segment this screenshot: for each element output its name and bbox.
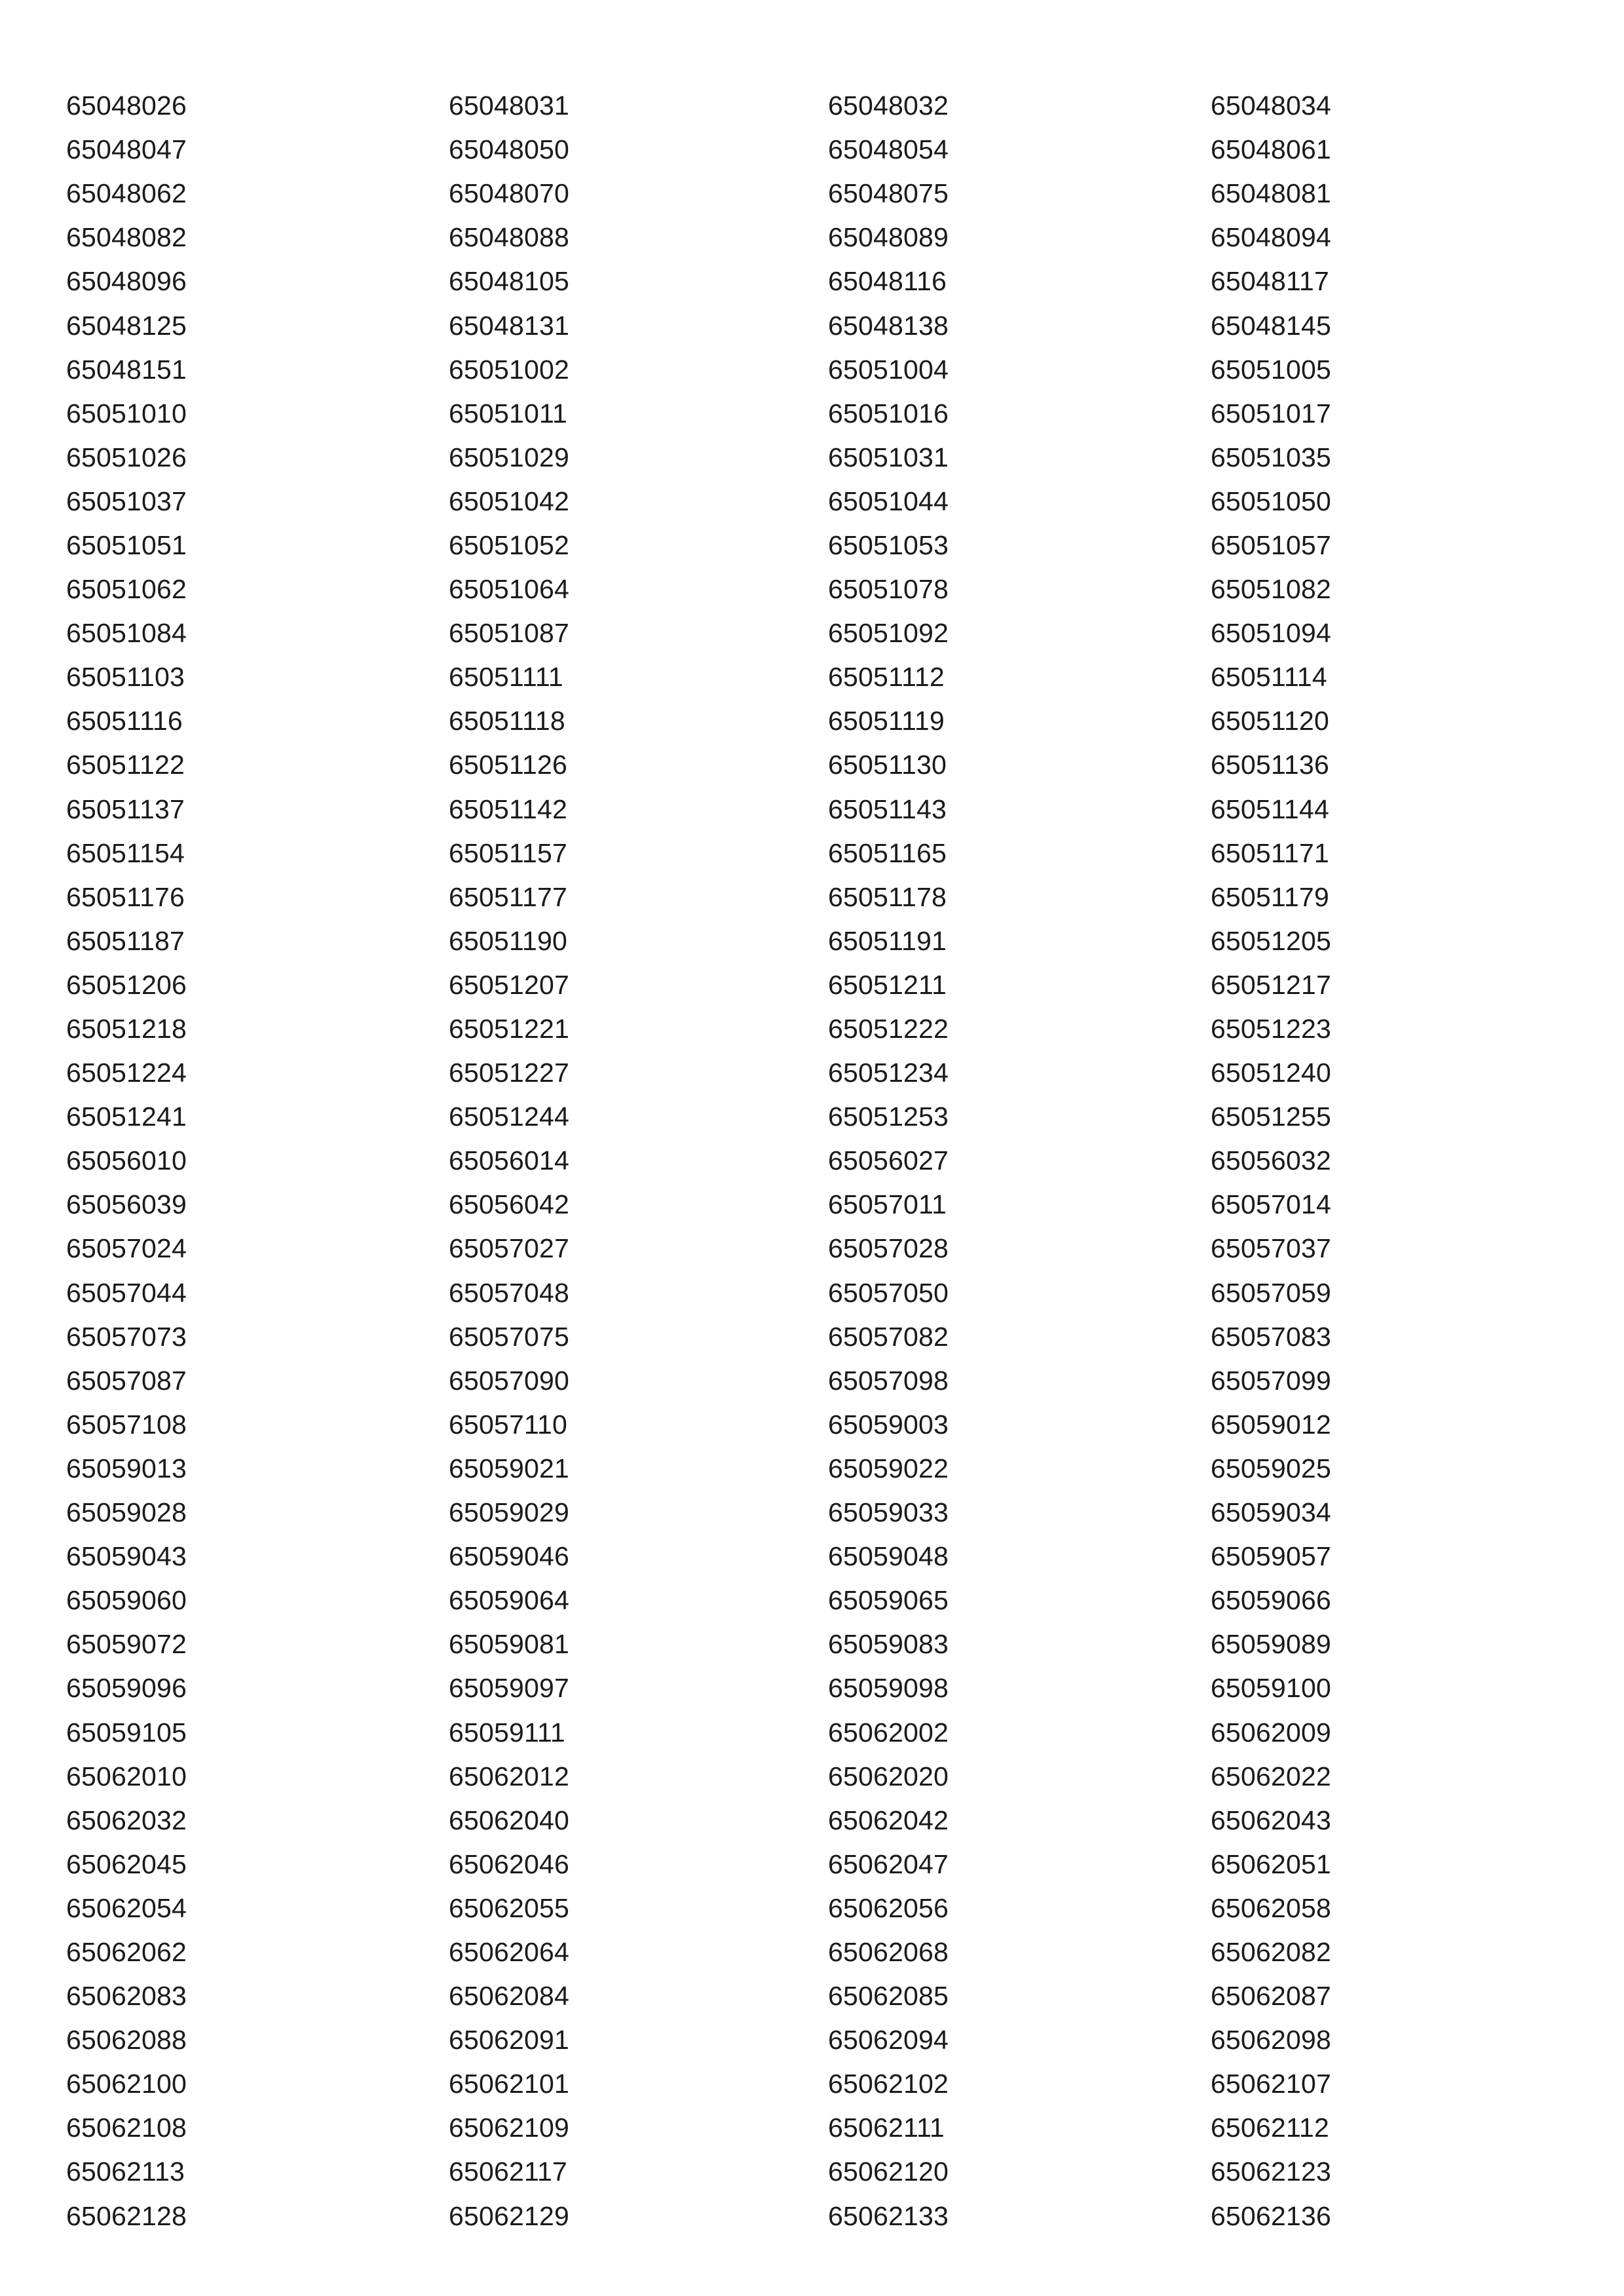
number-cell: 65051092 <box>828 618 949 649</box>
number-cell: 65051111 <box>449 662 563 693</box>
number-cell: 65048096 <box>66 266 187 297</box>
number-cell: 65059066 <box>1211 1585 1332 1616</box>
number-cell: 65051122 <box>66 750 185 780</box>
table-row <box>66 788 1573 832</box>
number-cell: 65059096 <box>66 1673 187 1704</box>
table-row <box>66 1799 1573 1843</box>
number-cell: 65051031 <box>828 442 949 472</box>
number-cell: 65056032 <box>1211 1145 1332 1176</box>
number-cell: 65062062 <box>66 1936 187 1967</box>
number-cell: 65057044 <box>66 1277 187 1308</box>
number-cell: 65048026 <box>66 90 187 121</box>
number-cell: 65062117 <box>449 2156 567 2187</box>
number-cell: 65048125 <box>66 310 187 341</box>
number-cell: 65051050 <box>1211 486 1332 516</box>
number-cell: 65051011 <box>449 398 567 429</box>
table-row <box>66 832 1573 875</box>
number-cell: 65062055 <box>449 1892 570 1923</box>
number-cell: 65051016 <box>828 398 949 429</box>
number-cell: 65051187 <box>66 925 185 956</box>
number-cell: 65059021 <box>449 1453 570 1483</box>
number-cell: 65057075 <box>449 1321 570 1352</box>
number-cell: 65059111 <box>449 1717 565 1748</box>
table-row <box>66 1315 1573 1359</box>
number-cell: 65051064 <box>449 574 570 605</box>
number-cell: 65057037 <box>1211 1233 1332 1264</box>
number-cell: 65062107 <box>1211 2069 1332 2099</box>
number-cell: 65056039 <box>66 1189 187 1220</box>
number-cell: 65062009 <box>1211 1717 1332 1748</box>
number-cell: 65051144 <box>1211 794 1329 824</box>
table-row <box>66 2062 1573 2106</box>
number-cell: 65051042 <box>449 486 570 516</box>
number-cell: 65051044 <box>828 486 949 516</box>
number-cell: 65051026 <box>66 442 187 472</box>
number-cell: 65059065 <box>828 1585 949 1616</box>
number-cell: 65057050 <box>828 1277 949 1308</box>
number-cell: 65051221 <box>449 1014 570 1044</box>
number-cell: 65051035 <box>1211 442 1332 472</box>
number-cell: 65062120 <box>828 2156 949 2187</box>
number-cell: 65062002 <box>828 1717 949 1748</box>
number-cell: 65051207 <box>449 969 570 1000</box>
number-cell: 65051143 <box>828 794 947 824</box>
number-cell: 65059046 <box>449 1541 570 1572</box>
number-cell: 65062088 <box>66 2025 187 2056</box>
number-cell: 65059028 <box>66 1497 187 1528</box>
number-cell: 65051053 <box>828 529 949 560</box>
number-cell: 65062043 <box>1211 1805 1332 1835</box>
number-cell: 65062100 <box>66 2069 187 2099</box>
number-cell: 65048034 <box>1211 90 1332 121</box>
table-row <box>66 259 1573 303</box>
table-row <box>66 480 1573 524</box>
table-row <box>66 963 1573 1007</box>
number-cell: 65057099 <box>1211 1365 1332 1396</box>
number-cell: 65056042 <box>449 1189 570 1220</box>
number-cell: 65062020 <box>828 1761 949 1791</box>
table-row <box>66 2106 1573 2150</box>
number-cell: 65051094 <box>1211 618 1332 649</box>
number-cell: 65057087 <box>66 1365 187 1396</box>
number-cell: 65059072 <box>66 1629 187 1660</box>
number-cell: 65048061 <box>1211 134 1332 165</box>
number-cell: 65057090 <box>449 1365 570 1396</box>
number-cell: 65051205 <box>1211 925 1332 956</box>
number-cell: 65062082 <box>1211 1936 1332 1967</box>
number-cell: 65056027 <box>828 1145 949 1176</box>
number-cell: 65048062 <box>66 178 187 209</box>
number-cell: 65051241 <box>66 1101 187 1132</box>
table-row <box>66 1359 1573 1403</box>
number-cell: 65057027 <box>449 1233 570 1264</box>
table-row <box>66 1095 1573 1139</box>
number-cell: 65051029 <box>449 442 570 472</box>
number-cell: 65062128 <box>66 2200 187 2231</box>
number-cell: 65059029 <box>449 1497 570 1528</box>
number-cell: 65059013 <box>66 1453 187 1483</box>
table-row <box>66 303 1573 347</box>
number-cell: 65051165 <box>828 837 947 868</box>
number-cell: 65057011 <box>828 1189 947 1220</box>
table-row <box>66 1535 1573 1578</box>
number-cell: 65059033 <box>828 1497 949 1528</box>
number-cell: 65051082 <box>1211 574 1332 605</box>
table-row <box>66 1007 1573 1051</box>
number-cell: 65048089 <box>828 222 949 253</box>
number-cell: 65057073 <box>66 1321 187 1352</box>
number-cell: 65051084 <box>66 618 187 649</box>
number-cell: 65062091 <box>449 2025 570 2056</box>
number-cell: 65051190 <box>449 925 567 956</box>
number-cell: 65048032 <box>828 90 949 121</box>
table-row <box>66 1051 1573 1095</box>
number-cell: 65059083 <box>828 1629 949 1660</box>
table-row <box>66 611 1573 655</box>
number-cell: 65059048 <box>828 1541 949 1572</box>
number-cell: 65051191 <box>828 925 947 956</box>
number-cell: 65051218 <box>66 1014 187 1044</box>
number-cell: 65048081 <box>1211 178 1332 209</box>
number-cell: 65051062 <box>66 574 187 605</box>
table-row <box>66 1843 1573 1886</box>
number-cell: 65051255 <box>1211 1101 1332 1132</box>
table-row <box>66 1622 1573 1666</box>
number-cell: 65062085 <box>828 1981 949 2012</box>
number-cell: 65062112 <box>1211 2113 1329 2143</box>
number-cell: 65062113 <box>66 2156 185 2187</box>
number-cell: 65051217 <box>1211 969 1332 1000</box>
number-cell: 65059043 <box>66 1541 187 1572</box>
number-cell: 65051223 <box>1211 1014 1332 1044</box>
table-row <box>66 2194 1573 2238</box>
number-cell: 65062032 <box>66 1805 187 1835</box>
table-row <box>66 567 1573 611</box>
number-cell: 65062012 <box>449 1761 570 1791</box>
number-cell: 65051052 <box>449 529 570 560</box>
table-row <box>66 1227 1573 1271</box>
table-row <box>66 172 1573 216</box>
table-row <box>66 436 1573 480</box>
table-row <box>66 1447 1573 1491</box>
number-cell: 65056010 <box>66 1145 187 1176</box>
number-cell: 65062046 <box>449 1848 570 1879</box>
number-cell: 65057082 <box>828 1321 949 1352</box>
number-cell: 65051120 <box>1211 706 1329 737</box>
number-cell: 65062108 <box>66 2113 187 2143</box>
number-cell: 65062084 <box>449 1981 570 2012</box>
number-cell: 65051057 <box>1211 529 1332 560</box>
number-cell: 65048082 <box>66 222 187 253</box>
number-cell: 65062129 <box>449 2200 570 2231</box>
number-cell: 65051114 <box>1211 662 1327 693</box>
number-cell: 65048151 <box>66 354 187 385</box>
number-cell: 65059105 <box>66 1717 187 1748</box>
number-cell: 65051224 <box>66 1058 187 1088</box>
number-cell: 65059003 <box>828 1409 949 1440</box>
number-cell: 65062058 <box>1211 1892 1332 1923</box>
number-cell: 65051116 <box>66 706 183 737</box>
number-cell: 65051130 <box>828 750 947 780</box>
number-cell: 65062136 <box>1211 2200 1332 2231</box>
number-cell: 65051176 <box>66 881 185 912</box>
number-cell: 65062109 <box>449 2113 570 2143</box>
table-row <box>66 875 1573 919</box>
table-row <box>66 1886 1573 1930</box>
number-cell: 65057048 <box>449 1277 570 1308</box>
number-cell: 65057098 <box>828 1365 949 1396</box>
table-row <box>66 743 1573 787</box>
table-row <box>66 1183 1573 1227</box>
number-cell: 65057059 <box>1211 1277 1332 1308</box>
number-cell: 65048075 <box>828 178 949 209</box>
table-row <box>66 699 1573 743</box>
number-cell: 65062054 <box>66 1892 187 1923</box>
number-cell: 65059081 <box>449 1629 570 1660</box>
number-cell: 65062051 <box>1211 1848 1332 1879</box>
number-cell: 65051112 <box>828 662 945 693</box>
number-cell: 65059057 <box>1211 1541 1332 1572</box>
number-cell: 65062123 <box>1211 2156 1332 2187</box>
number-cell: 65057028 <box>828 1233 949 1264</box>
number-cell: 65062047 <box>828 1848 949 1879</box>
number-cell: 65051005 <box>1211 354 1332 385</box>
number-cell: 65048050 <box>449 134 570 165</box>
number-cell: 65062102 <box>828 2069 949 2099</box>
number-cell: 65048094 <box>1211 222 1332 253</box>
table-row <box>66 128 1573 172</box>
number-cell: 65057083 <box>1211 1321 1332 1352</box>
number-cell: 65051178 <box>828 881 947 912</box>
number-cell: 65051227 <box>449 1058 570 1088</box>
table-row <box>66 1974 1573 2018</box>
number-cell: 65048117 <box>1211 266 1329 297</box>
number-cell: 65062068 <box>828 1936 949 1967</box>
number-cell: 65051118 <box>449 706 565 737</box>
number-cell: 65062087 <box>1211 1981 1332 2012</box>
number-cell: 65062022 <box>1211 1761 1332 1791</box>
number-cell: 65051126 <box>449 750 567 780</box>
number-cell: 65051240 <box>1211 1058 1332 1088</box>
number-cell: 65051177 <box>449 881 567 912</box>
number-cell: 65051087 <box>449 618 570 649</box>
number-cell: 65062042 <box>828 1805 949 1835</box>
table-row <box>66 1139 1573 1183</box>
number-cell: 65059100 <box>1211 1673 1332 1704</box>
number-cell: 65048145 <box>1211 310 1332 341</box>
number-cell: 65048031 <box>449 90 570 121</box>
number-cell: 65062098 <box>1211 2025 1332 2056</box>
number-cell: 65059022 <box>828 1453 949 1483</box>
table-row <box>66 524 1573 567</box>
number-cell: 65051017 <box>1211 398 1332 429</box>
number-cell: 65062045 <box>66 1848 187 1879</box>
table-row <box>66 1491 1573 1535</box>
table-row <box>66 216 1573 259</box>
number-cell: 65062040 <box>449 1805 570 1835</box>
number-cell: 65057108 <box>66 1409 187 1440</box>
number-cell: 65057024 <box>66 1233 187 1264</box>
table-row <box>66 84 1573 128</box>
table-row <box>66 348 1573 392</box>
table-row <box>66 1578 1573 1622</box>
number-cell: 65051157 <box>449 837 567 868</box>
number-cell: 65051078 <box>828 574 949 605</box>
number-cell: 65051171 <box>1211 837 1329 868</box>
table-row <box>66 1755 1573 1799</box>
number-cell: 65051253 <box>828 1101 949 1132</box>
number-cell: 65059025 <box>1211 1453 1332 1483</box>
number-cell: 65051211 <box>828 969 947 1000</box>
number-cell: 65048088 <box>449 222 570 253</box>
number-cell: 65051206 <box>66 969 187 1000</box>
number-cell: 65062010 <box>66 1761 187 1791</box>
number-cell: 65048105 <box>449 266 570 297</box>
number-cell: 65062101 <box>449 2069 570 2099</box>
table-row <box>66 1710 1573 1754</box>
number-cell: 65059034 <box>1211 1497 1332 1528</box>
number-cell: 65048116 <box>828 266 947 297</box>
number-cell: 65062056 <box>828 1892 949 1923</box>
number-cell: 65051103 <box>66 662 185 693</box>
number-cell: 65051244 <box>449 1101 570 1132</box>
table-row <box>66 655 1573 699</box>
number-cell: 65062064 <box>449 1936 570 1967</box>
number-grid <box>66 84 1573 2238</box>
number-cell: 65051136 <box>1211 750 1329 780</box>
number-cell: 65048047 <box>66 134 187 165</box>
number-cell: 65062133 <box>828 2200 949 2231</box>
number-cell: 65059098 <box>828 1673 949 1704</box>
table-row <box>66 1271 1573 1315</box>
table-row <box>66 392 1573 436</box>
table-row <box>66 1930 1573 1974</box>
number-cell: 65051119 <box>828 706 945 737</box>
number-cell: 65059012 <box>1211 1409 1332 1440</box>
number-cell: 65062111 <box>828 2113 945 2143</box>
number-cell: 65051002 <box>449 354 570 385</box>
table-row <box>66 1403 1573 1447</box>
number-cell: 65059089 <box>1211 1629 1332 1660</box>
number-cell: 65051179 <box>1211 881 1329 912</box>
table-row <box>66 2018 1573 2062</box>
number-cell: 65048054 <box>828 134 949 165</box>
number-cell: 65051234 <box>828 1058 949 1088</box>
number-cell: 65059097 <box>449 1673 570 1704</box>
table-row <box>66 919 1573 963</box>
number-cell: 65051051 <box>66 529 187 560</box>
number-cell: 65048138 <box>828 310 949 341</box>
number-cell: 65057110 <box>449 1409 567 1440</box>
number-cell: 65048131 <box>449 310 570 341</box>
number-cell: 65051137 <box>66 794 185 824</box>
number-cell: 65056014 <box>449 1145 570 1176</box>
number-cell: 65048070 <box>449 178 570 209</box>
number-cell: 65051154 <box>66 837 185 868</box>
table-row <box>66 1666 1573 1710</box>
table-row <box>66 2150 1573 2194</box>
number-cell: 65051004 <box>828 354 949 385</box>
number-cell: 65051010 <box>66 398 187 429</box>
number-cell: 65051037 <box>66 486 187 516</box>
number-cell: 65059060 <box>66 1585 187 1616</box>
number-cell: 65051222 <box>828 1014 949 1044</box>
number-cell: 65051142 <box>449 794 567 824</box>
number-cell: 65057014 <box>1211 1189 1332 1220</box>
number-cell: 65062083 <box>66 1981 187 2012</box>
number-cell: 65062094 <box>828 2025 949 2056</box>
number-cell: 65059064 <box>449 1585 570 1616</box>
